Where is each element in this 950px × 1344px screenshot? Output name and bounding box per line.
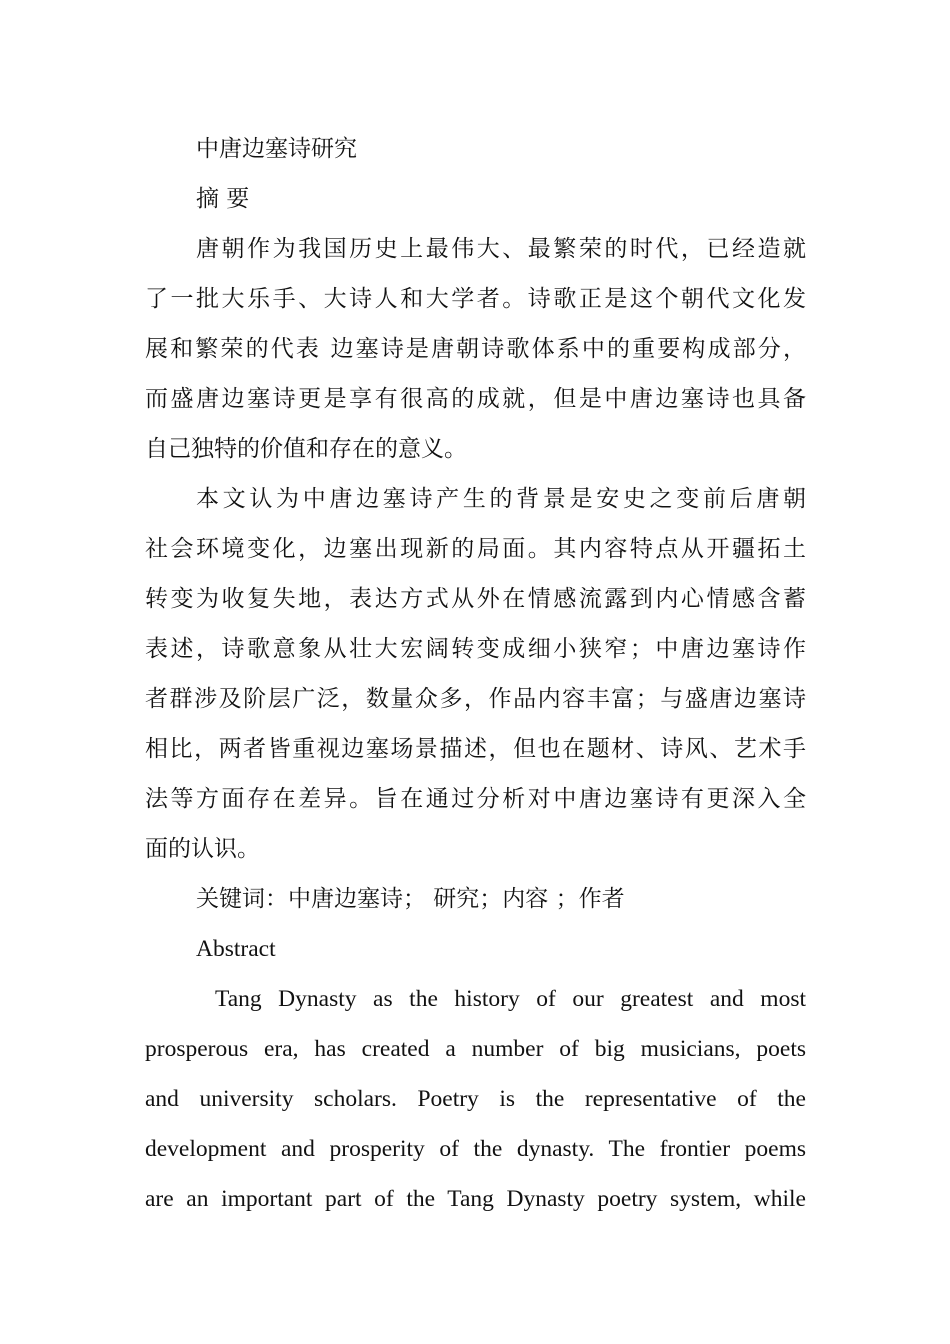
- abstract-heading-cn: 摘 要: [196, 186, 250, 212]
- keywords-line: 关键词：中唐边塞诗； 研究；内容 ；作者: [196, 886, 625, 912]
- paragraph-line: prosperous era, has created a number of big musicians, poets: [145, 1036, 806, 1062]
- paragraph-line: 自己独特的价值和存在的意义。: [145, 436, 467, 462]
- paragraph-line: 转变为收复失地，表达方式从外在情感流露到内心情感含蓄: [145, 586, 806, 612]
- abstract-english-paragraph: [145, 974, 806, 1224]
- paragraph-line: 展和繁荣的代表 边塞诗是唐朝诗歌体系中的重要构成部分，: [145, 336, 806, 362]
- paragraph-line: 相比，两者皆重视边塞场景描述，但也在题材、诗风、艺术手: [145, 736, 806, 762]
- paragraph-line: 了一批大乐手、大诗人和大学者。诗歌正是这个朝代文化发: [145, 286, 806, 312]
- document-title: 中唐边塞诗研究: [196, 136, 357, 162]
- paragraph-line: 本文认为中唐边塞诗产生的背景是安史之变前后唐朝: [196, 486, 806, 512]
- paragraph-line: and university scholars. Poetry is the representative of the: [145, 1086, 806, 1112]
- document-page: [145, 124, 806, 1224]
- abstract-paragraph-1: [145, 224, 806, 474]
- paragraph-line: 唐朝作为我国历史上最伟大、最繁荣的时代，已经造就: [196, 236, 806, 262]
- paragraph-line: 者群涉及阶层广泛，数量众多，作品内容丰富；与盛唐边塞诗: [145, 686, 806, 712]
- paragraph-line: 社会环境变化，边塞出现新的局面。其内容特点从开疆拓土: [145, 536, 806, 562]
- paragraph-line: 面的认识。: [145, 836, 260, 862]
- paragraph-line: are an important part of the Tang Dynasty poetry system, while: [145, 1186, 806, 1212]
- paragraph-line: 表述，诗歌意象从壮大宏阔转变成细小狭窄；中唐边塞诗作: [145, 636, 806, 662]
- abstract-heading-en: Abstract: [196, 936, 276, 962]
- paragraph-line: 法等方面存在差异。旨在通过分析对中唐边塞诗有更深入全: [145, 786, 806, 812]
- paragraph-line: 而盛唐边塞诗更是享有很高的成就，但是中唐边塞诗也具备: [145, 386, 806, 412]
- paragraph-line: Tang Dynasty as the history of our greatest and most: [215, 986, 806, 1012]
- paragraph-line: development and prosperity of the dynasty. The frontier poems: [145, 1136, 806, 1162]
- abstract-paragraph-2: [145, 474, 806, 874]
